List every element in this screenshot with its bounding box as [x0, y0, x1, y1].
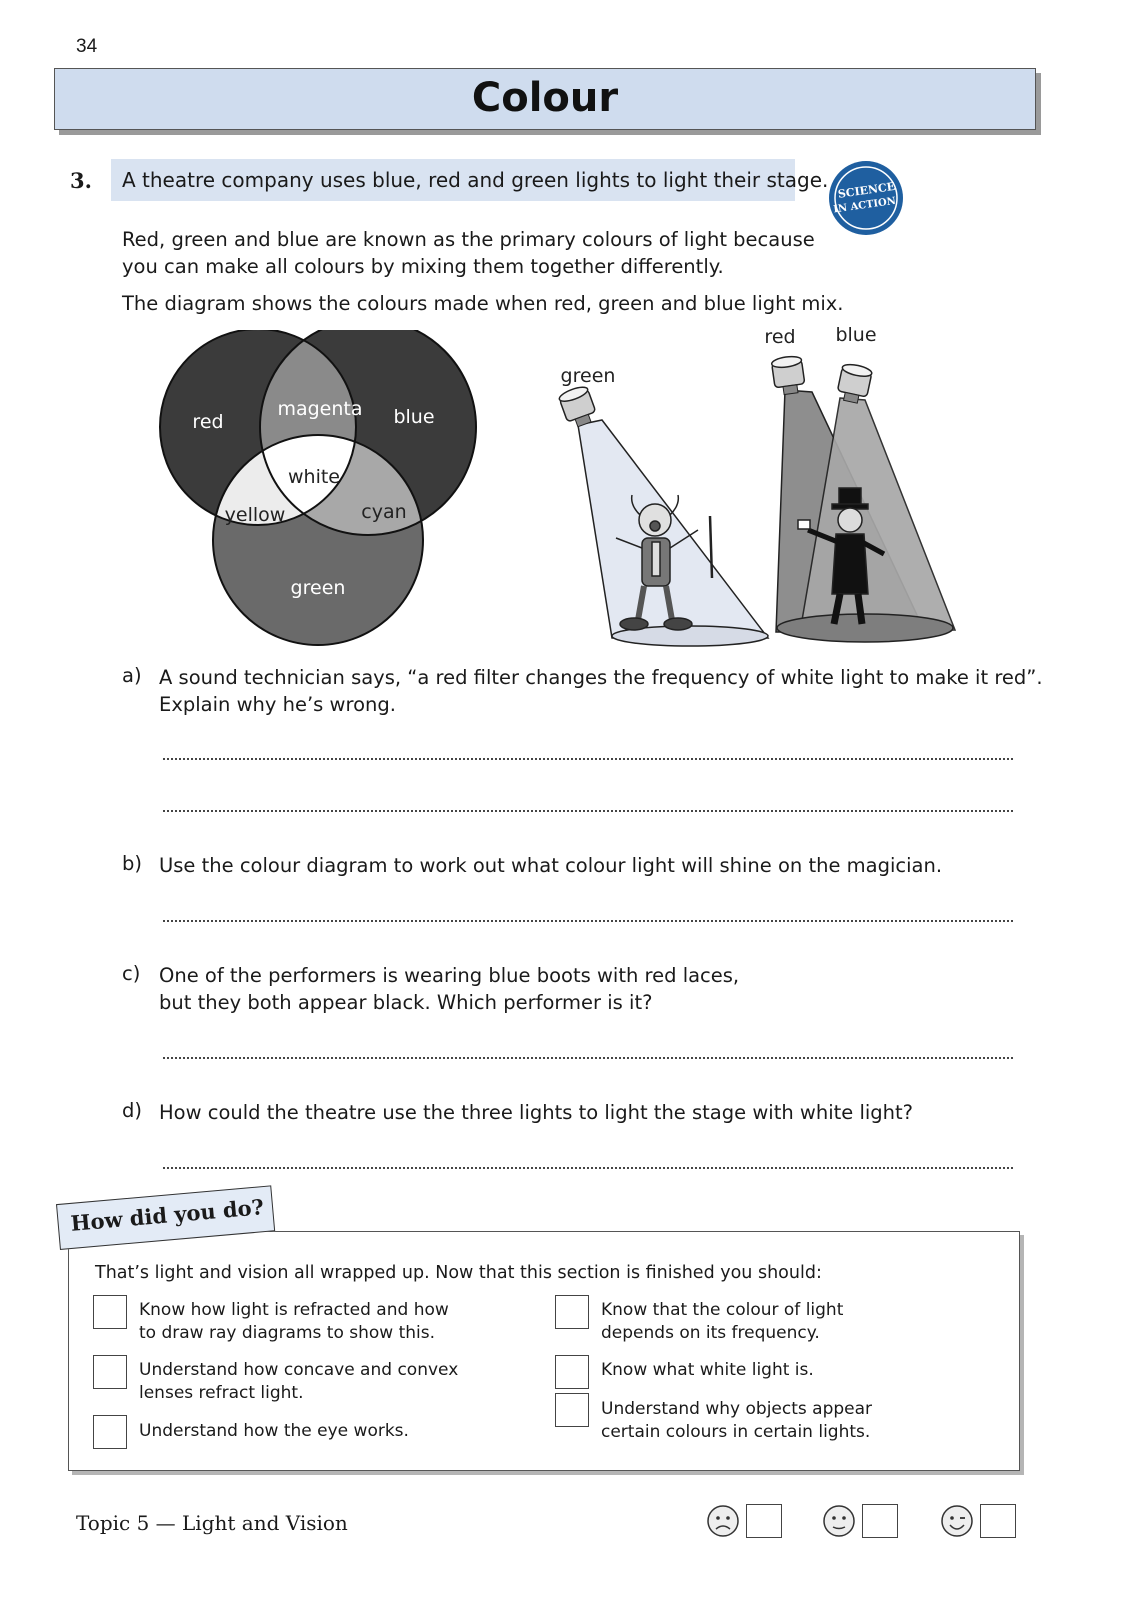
stage-label-green: green	[560, 365, 616, 387]
answer-line-c[interactable]	[163, 1057, 1013, 1059]
rating-box-neutral[interactable]	[862, 1504, 898, 1538]
review-item-objects-line2: certain colours in certain lights.	[601, 1422, 871, 1442]
review-item-objects-line1: Understand why objects appear	[601, 1399, 873, 1419]
colour-venn-diagram	[150, 330, 490, 660]
venn-label-cyan: cyan	[361, 501, 407, 523]
part-a-question-line1: A sound technician says, “a red filter changes the frequency of white light to make it red”.	[159, 666, 1043, 689]
answer-line-a1[interactable]	[163, 758, 1013, 760]
rating-box-happy[interactable]	[980, 1504, 1016, 1538]
review-item-colour-line2: depends on its frequency.	[601, 1323, 820, 1343]
part-a-question-line2: Explain why he’s wrong.	[159, 693, 396, 716]
review-item-lenses-line1: Understand how concave and convex	[139, 1360, 459, 1380]
intro-paragraph-line1: Red, green and blue are known as the primary colours of light because	[122, 228, 815, 251]
title-banner	[54, 68, 1036, 130]
rating-box-sad[interactable]	[746, 1504, 782, 1538]
review-item-eye: Understand how the eye works.	[139, 1421, 409, 1441]
venn-label-yellow: yellow	[224, 504, 286, 526]
intro-paragraph-line2: you can make all colours by mixing them together differently.	[122, 255, 724, 278]
review-item-refraction-line2: to draw ray diagrams to show this.	[139, 1323, 436, 1343]
happy-face-icon	[940, 1504, 974, 1538]
page-title: Colour	[471, 75, 619, 121]
venn-label-red: red	[192, 411, 224, 433]
checkbox-object-colours[interactable]	[555, 1393, 589, 1427]
part-c-question-line2: but they both appear black. Which performer is it?	[159, 991, 653, 1014]
stage-lights-illustration	[540, 320, 980, 660]
svg-text:SCIENCE: SCIENCE	[837, 179, 896, 201]
part-c-label: c)	[122, 962, 141, 985]
footer-topic: Topic 5 — Light and Vision	[76, 1511, 348, 1535]
answer-line-a2[interactable]	[163, 810, 1013, 812]
checkbox-white-light[interactable]	[555, 1355, 589, 1389]
venn-label-magenta: magenta	[277, 398, 363, 420]
question-number: 3.	[70, 168, 92, 193]
red-spotlight	[771, 355, 806, 396]
venn-label-blue: blue	[393, 406, 435, 428]
review-item-white-light: Know what white light is.	[601, 1360, 814, 1380]
part-b-question: Use the colour diagram to work out what colour light will shine on the magician.	[159, 854, 943, 877]
part-d-question: How could the theatre use the three lights to light the stage with white light?	[159, 1101, 914, 1124]
part-c-question-line1: One of the performers is wearing blue boots with red laces,	[159, 964, 740, 987]
answer-line-b[interactable]	[163, 920, 1013, 922]
part-b-label: b)	[122, 852, 142, 875]
answer-line-d[interactable]	[163, 1167, 1013, 1169]
checkbox-colour-frequency[interactable]	[555, 1295, 589, 1329]
part-a-label: a)	[122, 664, 142, 687]
review-checklist-box	[68, 1231, 1020, 1471]
checkbox-refraction[interactable]	[93, 1295, 127, 1329]
green-light-beam	[578, 420, 768, 638]
venn-label-green: green	[290, 577, 346, 599]
page-number: 34	[76, 36, 98, 57]
review-item-colour-line1: Know that the colour of light	[601, 1300, 844, 1320]
review-item-refraction-line1: Know how light is refracted and how	[139, 1300, 449, 1320]
review-item-lenses-line2: lenses refract light.	[139, 1383, 304, 1403]
diagram-description: The diagram shows the colours made when red, green and blue light mix.	[122, 292, 844, 315]
venn-label-white: white	[288, 466, 340, 488]
svg-text:IN ACTION: IN ACTION	[832, 195, 897, 216]
stage-label-blue: blue	[835, 324, 877, 346]
stage-label-red: red	[764, 326, 796, 348]
science-in-action-badge	[826, 158, 906, 238]
checkbox-eye[interactable]	[93, 1415, 127, 1449]
neutral-face-icon	[822, 1504, 856, 1538]
question-intro: A theatre company uses blue, red and green lights to light their stage.	[122, 168, 829, 192]
review-tag-label: How did you do?	[69, 1194, 265, 1236]
sad-face-icon	[706, 1504, 740, 1538]
review-intro: That’s light and vision all wrapped up. Now that this section is finished you should:	[95, 1263, 822, 1283]
checkbox-lenses[interactable]	[93, 1355, 127, 1389]
part-d-label: d)	[122, 1099, 142, 1122]
